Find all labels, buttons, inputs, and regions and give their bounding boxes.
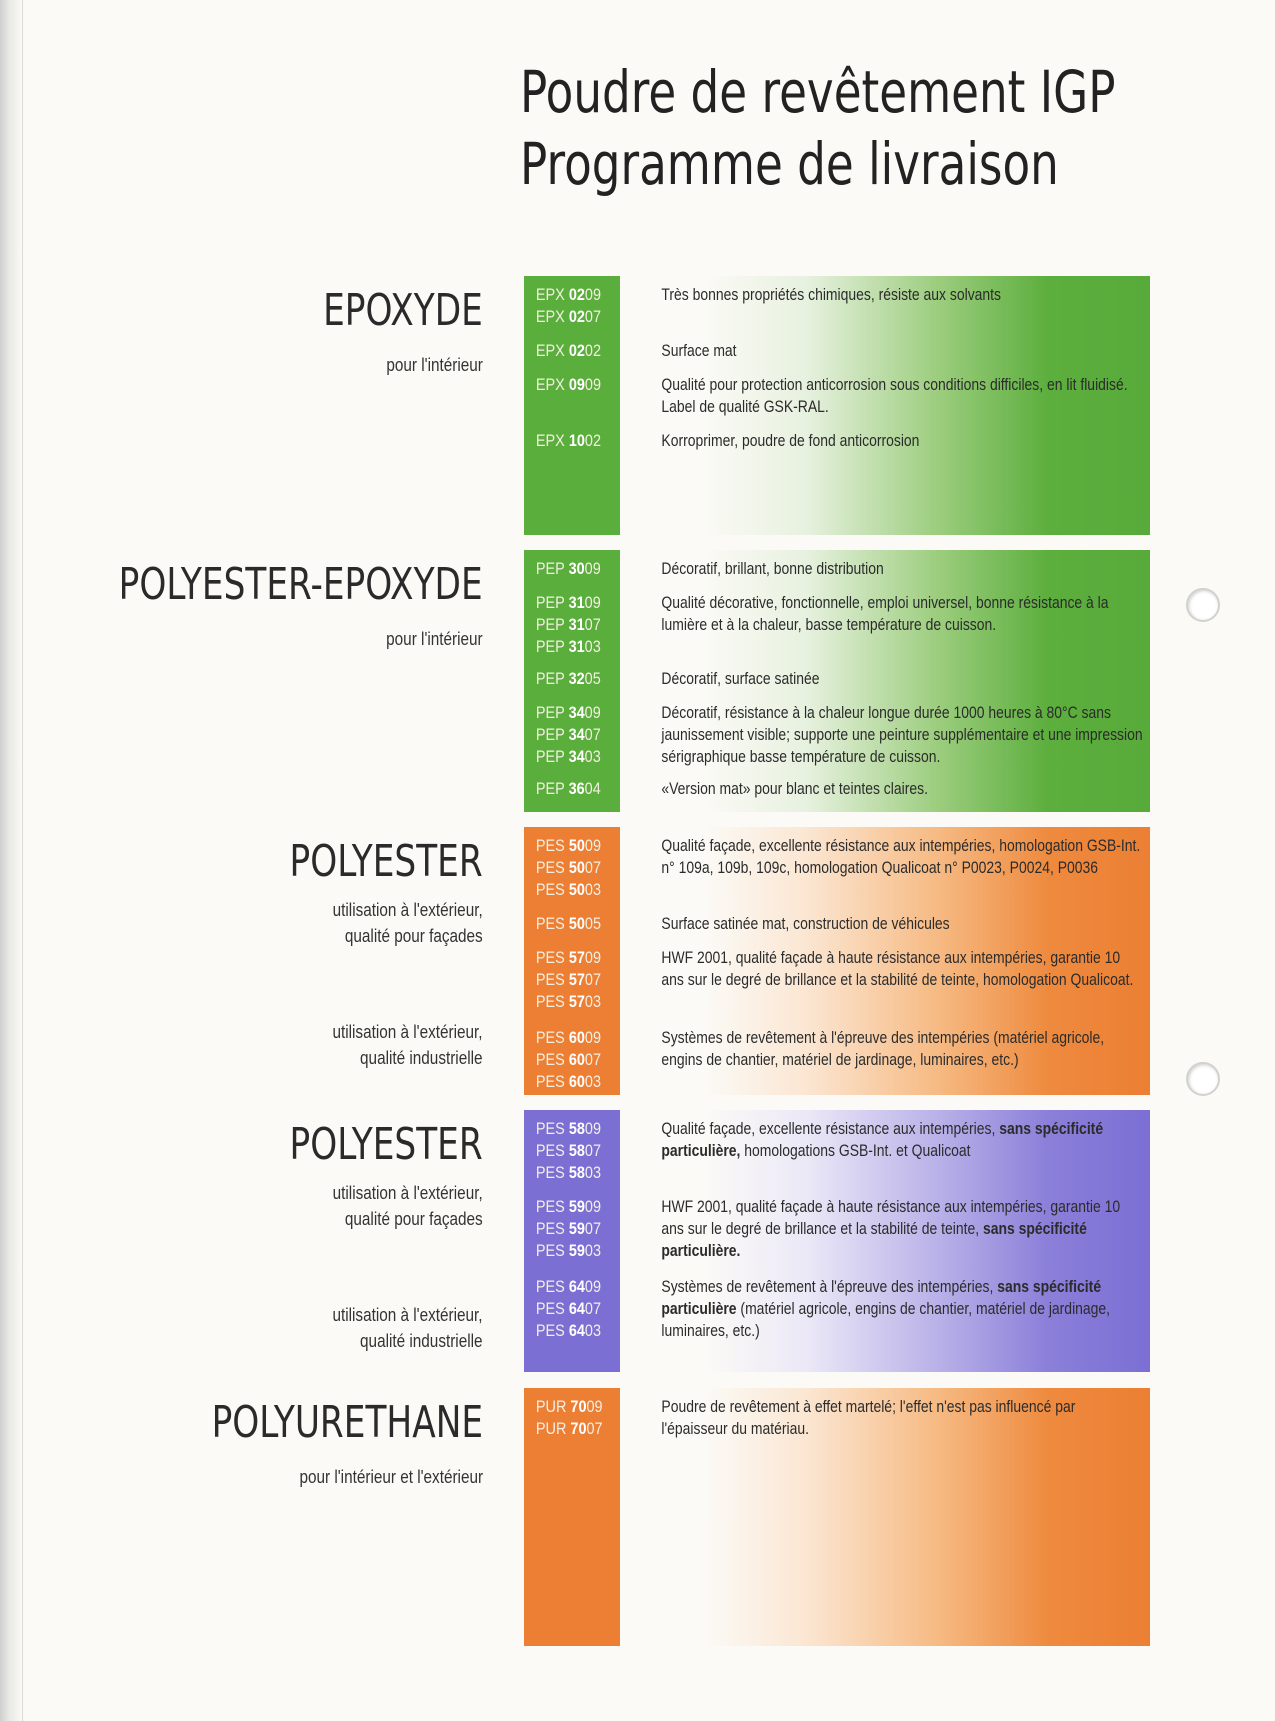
code-column [524, 1110, 620, 1372]
product-code: PEP 3403 [535, 747, 601, 766]
product-description-row [645, 592, 1150, 636]
category-subtitle: pour l'intérieur [386, 355, 483, 375]
product-description: Systèmes de revêtement à l'épreuve des intempéries (matériel agricole, engins de chantier, matériel de jardinage, luminaires, etc.) [661, 1028, 1105, 1069]
product-code: PEP 3407 [535, 725, 601, 744]
product-code: EPX 0909 [535, 375, 602, 394]
product-description-row [645, 913, 1150, 935]
product-code: PES 5903 [535, 1241, 602, 1260]
product-code: PUR 7007 [535, 1419, 603, 1438]
category-heading [235, 835, 483, 949]
category-subtitle: qualité industrielle [360, 1331, 483, 1351]
category-name: POLYESTER-EPOXYDE [119, 559, 483, 610]
description-band [645, 827, 1150, 1095]
product-code: PES 5005 [535, 914, 602, 933]
product-code: PES 5809 [535, 1119, 602, 1138]
product-code: PES 5803 [535, 1163, 602, 1182]
product-code-group [524, 913, 620, 935]
code-column [524, 276, 620, 535]
product-description-row [645, 947, 1150, 991]
scan-page-edge [0, 0, 23, 1721]
product-description-row [645, 1196, 1150, 1262]
product-description: HWF 2001, qualité façade à haute résistance aux intempéries, garantie 10 ans sur le degré de brillance et la stabilité de teinte, homologation Qualicoat. [661, 948, 1134, 989]
product-code-group [524, 340, 620, 362]
product-code: PES 5709 [535, 948, 602, 967]
product-code-group [524, 430, 620, 452]
category-subtitle: qualité pour façades [345, 1209, 483, 1229]
product-code: PES 6009 [535, 1028, 602, 1047]
product-code: PES 6407 [535, 1299, 602, 1318]
product-description-row [645, 1396, 1150, 1440]
category-subheading [306, 1302, 483, 1354]
category-name: POLYESTER [289, 1119, 483, 1170]
product-code: PEP 3107 [535, 615, 601, 634]
product-description: Qualité façade, excellente résistance aux intempéries, sans spécificité particulière, homologations GSB-Int. et Qualicoat [661, 1119, 1104, 1160]
category-name: POLYURETHANE [211, 1397, 483, 1448]
product-description-row [645, 778, 1150, 800]
category-subtitle: pour l'intérieur [386, 629, 483, 649]
category-subtitle: utilisation à l'extérieur, [332, 1022, 483, 1042]
product-code: PES 5807 [535, 1141, 602, 1160]
product-code: PES 5009 [535, 836, 602, 855]
product-code-group [524, 835, 620, 901]
product-code: PES 6403 [535, 1321, 602, 1340]
product-code-group [524, 1276, 620, 1342]
product-description-row [645, 374, 1150, 418]
product-code: PEP 3409 [535, 703, 601, 722]
product-description: Surface satinée mat, construction de véhicules [661, 914, 950, 933]
product-description: Décoratif, surface satinée [661, 669, 820, 688]
code-column [524, 1388, 620, 1646]
category-subtitle: utilisation à l'extérieur, [332, 1305, 483, 1325]
product-description: «Version mat» pour blanc et teintes claires. [661, 779, 928, 798]
category-name: EPOXYDE [323, 285, 483, 336]
product-code: PES 5703 [535, 992, 602, 1011]
product-description-row [645, 430, 1150, 452]
product-code: PEP 3109 [535, 593, 601, 612]
product-code: PEP 3205 [535, 669, 601, 688]
product-code: PEP 3103 [535, 637, 601, 656]
category-subtitle: qualité industrielle [360, 1048, 483, 1068]
product-description: Poudre de revêtement à effet martelé; l'effet n'est pas influencé par l'épaisseur du matériau. [661, 1397, 1076, 1438]
code-column [524, 827, 620, 1095]
product-code: PES 6007 [535, 1050, 602, 1069]
product-code-group [524, 1196, 620, 1262]
product-code-group [524, 778, 620, 800]
product-code: PUR 7009 [535, 1397, 603, 1416]
product-code-group [524, 284, 620, 328]
product-code: PEP 3604 [535, 779, 601, 798]
punch-hole [1186, 1062, 1220, 1096]
product-description: Korroprimer, poudre de fond anticorrosion [661, 431, 920, 450]
title-line-2: Programme de livraison [520, 130, 1059, 198]
description-band [645, 1110, 1150, 1372]
category-heading [235, 1118, 483, 1232]
description-band [645, 550, 1150, 812]
product-description: Systèmes de revêtement à l'épreuve des intempéries, sans spécificité particulière (matériel agricole, engins de chantier, matériel de jardinage, luminaires, etc.) [661, 1277, 1111, 1340]
page-title [520, 56, 1115, 200]
product-description-row [645, 702, 1150, 768]
product-code-group [524, 374, 620, 396]
product-code: PES 5907 [535, 1219, 602, 1238]
product-description-row [645, 558, 1150, 580]
product-code-group [524, 947, 620, 1013]
product-code-group [524, 668, 620, 690]
product-description: HWF 2001, qualité façade à haute résistance aux intempéries, garantie 10 ans sur le degré de brillance et la stabilité de teinte, sans spécificité particulière. [661, 1197, 1121, 1260]
product-description-row [645, 835, 1150, 879]
product-description: Qualité décorative, fonctionnelle, emploi universel, bonne résistance à la lumière et à la chaleur, basse température de cuisson. [661, 593, 1109, 634]
title-line-1: Poudre de revêtement IGP [520, 58, 1116, 126]
product-code: PES 6409 [535, 1277, 602, 1296]
product-code: PES 5909 [535, 1197, 602, 1216]
product-code: PES 6003 [535, 1072, 602, 1091]
product-description-row [645, 1276, 1150, 1342]
product-code-group [524, 1396, 620, 1440]
category-heading [278, 284, 483, 378]
category-subtitle: utilisation à l'extérieur, [332, 900, 483, 920]
category-heading [135, 1396, 483, 1490]
product-description: Décoratif, brillant, bonne distribution [661, 559, 884, 578]
product-description: Qualité pour protection anticorrosion sous conditions difficiles, en lit fluidisé. Label de qualité GSK-RAL. [661, 375, 1128, 416]
product-code: PES 5707 [535, 970, 602, 989]
product-description-row [645, 1118, 1150, 1162]
product-description: Très bonnes propriétés chimiques, résiste aux solvants [661, 285, 1002, 304]
product-code-group [524, 702, 620, 768]
product-description-row [645, 340, 1150, 362]
product-description: Qualité façade, excellente résistance aux intempéries, homologation GSB-Int. n° 109a, 109b, 109c, homologation Qualicoat n° P0023, P0024, P0036 [661, 836, 1141, 877]
product-description-row [645, 668, 1150, 690]
product-description: Décoratif, résistance à la chaleur longue durée 1000 heures à 80°C sans jaunissement visible; supporte une peinture supplémentaire et une impression sérigraphique basse température de cuisson. [661, 703, 1143, 766]
product-description-row [645, 1027, 1150, 1071]
product-code: EPX 0209 [535, 285, 602, 304]
product-code: PES 5007 [535, 858, 602, 877]
product-code: PEP 3009 [535, 559, 601, 578]
category-heading [16, 558, 483, 652]
category-subtitle: qualité pour façades [345, 926, 483, 946]
product-code-group [524, 592, 620, 658]
punch-hole [1186, 588, 1220, 622]
product-code: EPX 0207 [535, 307, 602, 326]
description-band [645, 1388, 1150, 1646]
category-subheading [306, 1019, 483, 1071]
description-band [645, 276, 1150, 535]
product-code: EPX 1002 [535, 431, 602, 450]
category-subtitle: pour l'intérieur et l'extérieur [299, 1467, 483, 1487]
code-column [524, 550, 620, 812]
product-code: EPX 0202 [535, 341, 602, 360]
product-code-group [524, 1027, 620, 1093]
product-description: Surface mat [661, 341, 737, 360]
category-subtitle: utilisation à l'extérieur, [332, 1183, 483, 1203]
product-code: PES 5003 [535, 880, 602, 899]
product-description-row [645, 284, 1150, 306]
category-name: POLYESTER [289, 836, 483, 887]
product-code-group [524, 558, 620, 580]
product-code-group [524, 1118, 620, 1184]
